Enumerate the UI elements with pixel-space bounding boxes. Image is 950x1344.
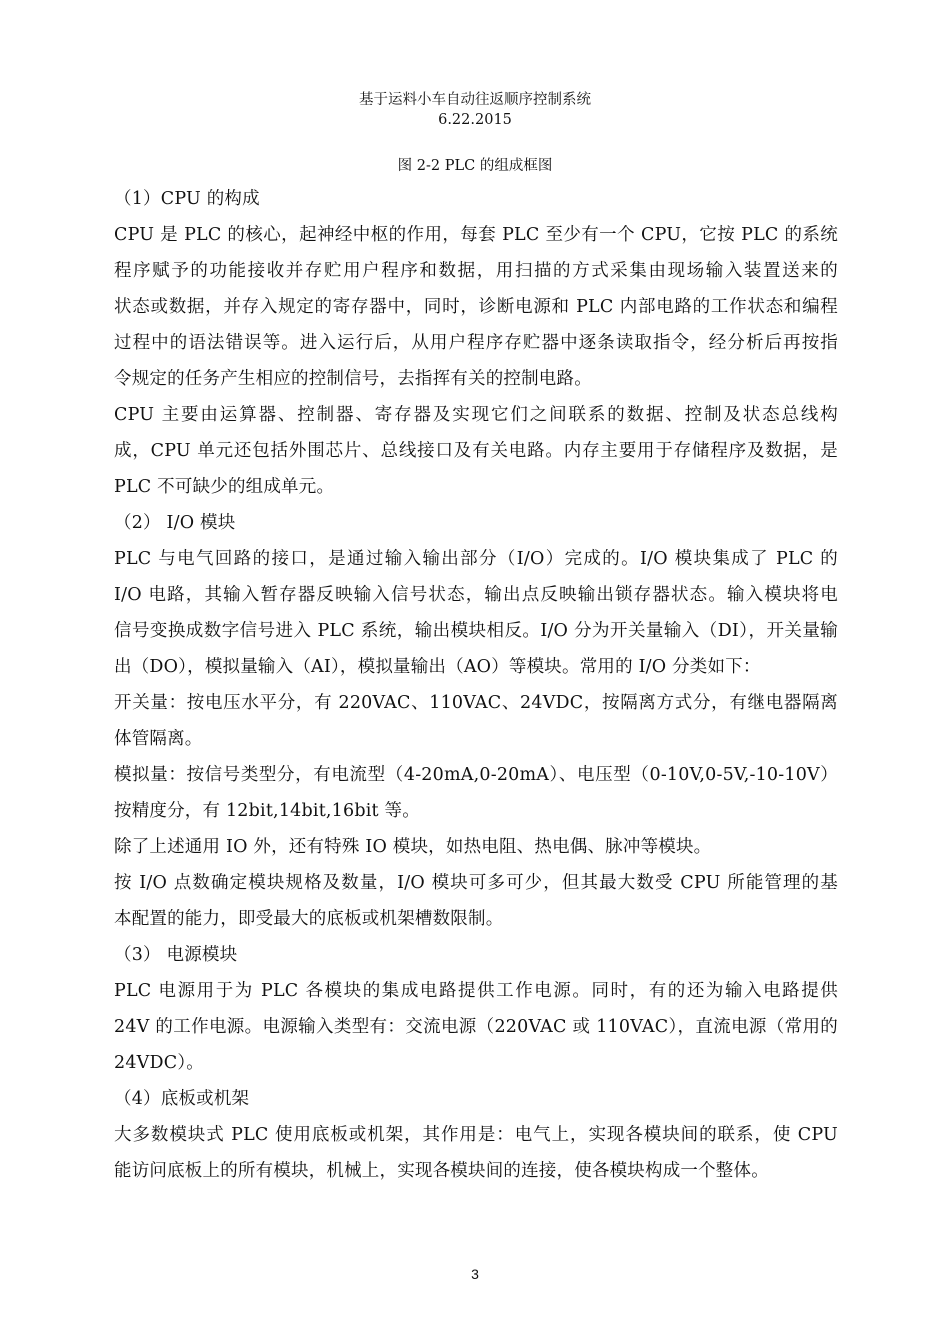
header-title: 基于运料小车自动往返顺序控制系统 — [359, 92, 591, 108]
paragraph-line: 状态或数据，并存入规定的寄存器中，同时，诊断电源和 PLC 内部电路的工作状态和编程 — [114, 297, 838, 317]
paragraph-line: 信号变换成数字信号进入 PLC 系统，输出模块相反。I/O 分为开关量输入（DI），开关量输 — [114, 621, 838, 641]
paragraph-line: 能访问底板上的所有模块，机械上，实现各模块间的连接，使各模块构成一个整体。 — [114, 1161, 769, 1181]
paragraph-line: 除了上述通用 IO 外，还有特殊 IO 模块，如热电阻、热电偶、脉冲等模块。 — [114, 837, 712, 857]
paragraph-line: 程序赋予的功能接收并存贮用户程序和数据，用扫描的方式采集由现场输入装置送来的 — [114, 261, 838, 281]
paragraph-line: 开关量：按电压水平分，有 220VAC、110VAC、24VDC，按隔离方式分，有继电器隔离 — [114, 693, 838, 713]
paragraph-line: 成，CPU 单元还包括外围芯片、总线接口及有关电路。内存主要用于存储程序及数据，是 — [114, 441, 838, 461]
header-date: 6.22.2015 — [438, 112, 512, 128]
page-number: 3 — [471, 1266, 479, 1282]
section-heading-power: （3） 电源模块 — [114, 945, 238, 965]
paragraph-line: 大多数模块式 PLC 使用底板或机架，其作用是：电气上，实现各模块间的联系，使 CPU — [114, 1125, 838, 1145]
paragraph-line: 过程中的语法错误等。进入运行后，从用户程序存贮器中逐条读取指令，经分析后再按指 — [114, 333, 838, 353]
paragraph-line: 体管隔离。 — [114, 729, 203, 749]
paragraph-line: PLC 不可缺少的组成单元。 — [114, 477, 335, 497]
paragraph-line: 出（DO），模拟量输入（AI），模拟量输出（AO）等模块。常用的 I/O 分类如下： — [114, 657, 761, 677]
paragraph-line: 24V 的工作电源。电源输入类型有：交流电源（220VAC 或 110VAC），直流电源（常用的 — [114, 1017, 838, 1037]
section-heading-io: （2） I/O 模块 — [114, 513, 236, 533]
section-heading-rack: （4）底板或机架 — [114, 1089, 250, 1109]
paragraph-line: 24VDC）。 — [114, 1053, 204, 1073]
paragraph-line: I/O 电路，其输入暂存器反映输入信号状态，输出点反映输出锁存器状态。输入模块将电 — [114, 585, 838, 605]
figure-caption: 图 2-2 PLC 的组成框图 — [397, 158, 553, 174]
paragraph-line: 按精度分，有 12bit,14bit,16bit 等。 — [114, 801, 420, 821]
paragraph-line: 按 I/O 点数确定模块规格及数量，I/O 模块可多可少，但其最大数受 CPU 所能管理的基 — [114, 873, 838, 893]
paragraph-line: 令规定的任务产生相应的控制信号，去指挥有关的控制电路。 — [114, 369, 592, 389]
paragraph-line: CPU 主要由运算器、控制器、寄存器及实现它们之间联系的数据、控制及状态总线构 — [114, 405, 838, 425]
section-heading-cpu: （1）CPU 的构成 — [114, 189, 260, 209]
paragraph-line: CPU 是 PLC 的核心，起神经中枢的作用，每套 PLC 至少有一个 CPU，它按 PLC 的系统 — [114, 225, 838, 245]
paragraph-line: PLC 与电气回路的接口，是通过输入输出部分（I/O）完成的。I/O 模块集成了 PLC 的 — [114, 549, 838, 569]
paragraph-line: 本配置的能力，即受最大的底板或机架槽数限制。 — [114, 909, 504, 929]
paragraph-line: PLC 电源用于为 PLC 各模块的集成电路提供工作电源。同时，有的还为输入电路提供 — [114, 981, 838, 1001]
paragraph-line: 模拟量：按信号类型分，有电流型（4-20mA,0-20mA）、电压型（0-10V,0-5V,-10-10V） — [114, 765, 838, 785]
